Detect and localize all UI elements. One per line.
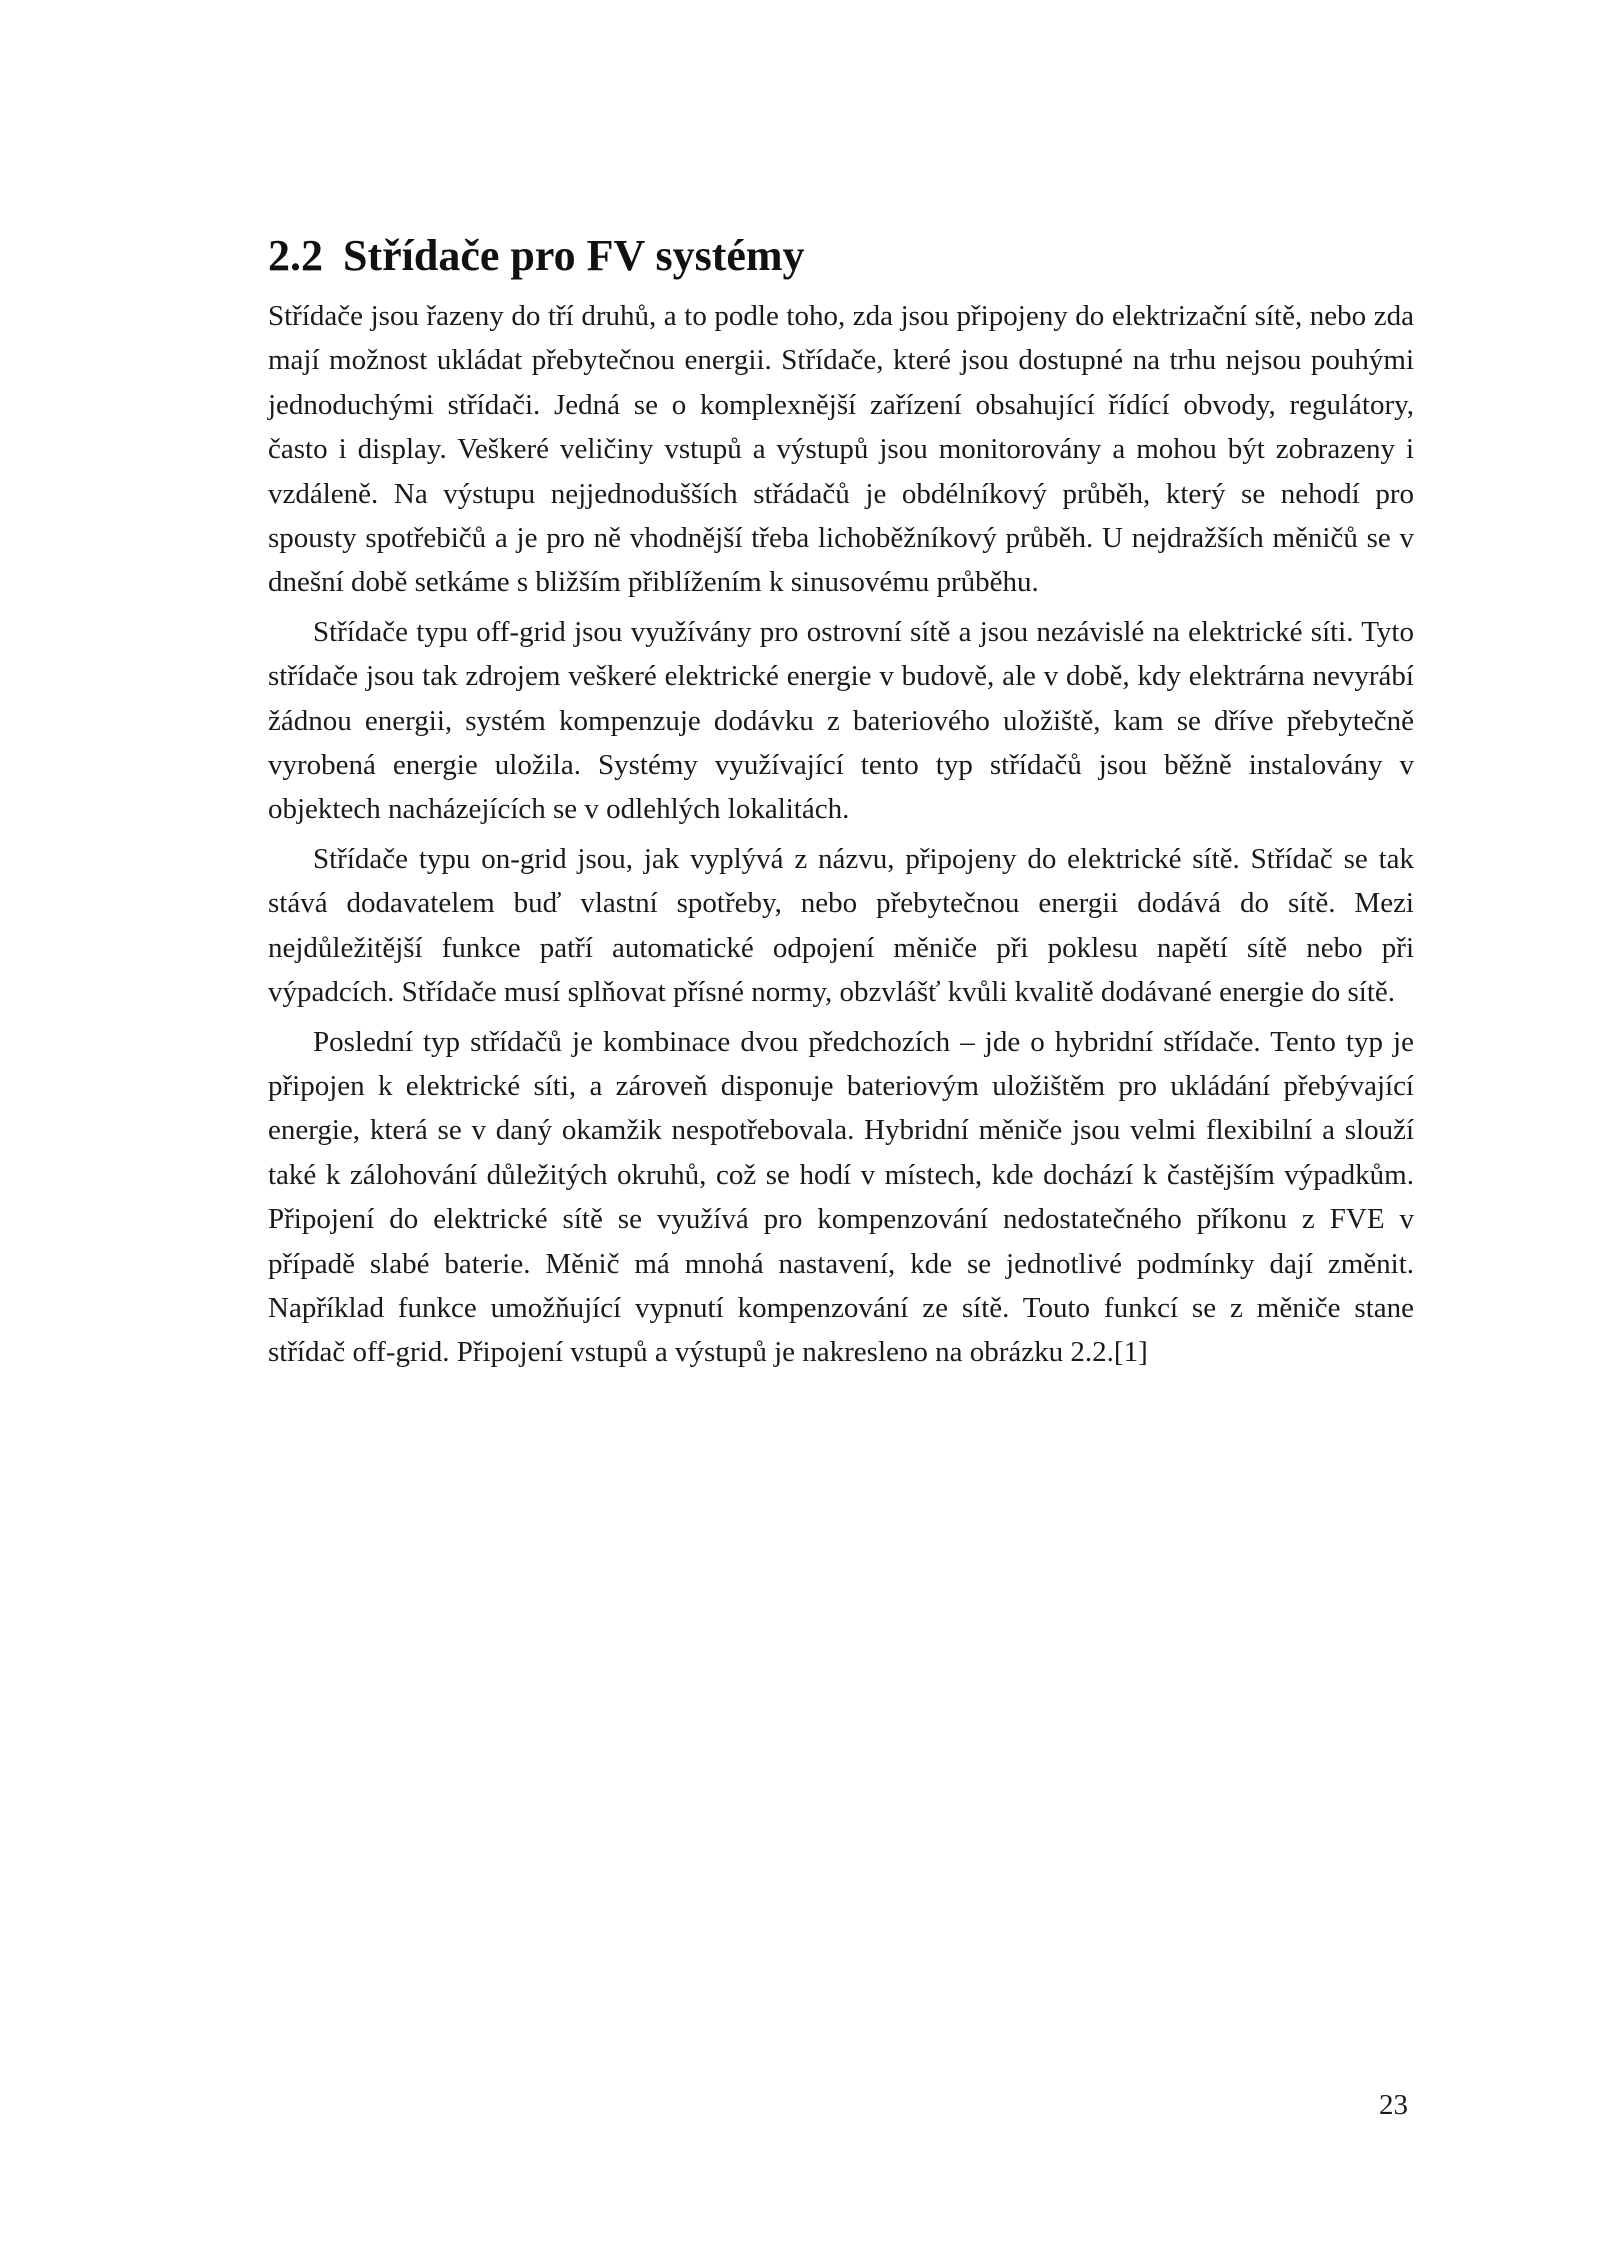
paragraph-off-grid: Střídače typu off-grid jsou využívány pro ostrovní sítě a jsou nezávislé na elektrické síti. Tyto střídače jsou tak zdrojem veškeré elektrické energie v budově, ale v době, kdy elektrárna nevyrábí žádnou energii, systém kompenzuje dodávku z bateriového uložiště, kam se dříve přebytečně vyrobená energie uložila. Systémy využívající tento typ střídačů jsou běžně instalovány v objektech nacházejících se v odlehlých lokalitách.	[268, 615, 1414, 826]
section-number: 2.2	[268, 231, 323, 280]
section-title: Střídače pro FV systémy	[343, 231, 805, 280]
paragraph-hybrid: Poslední typ střídačů je kombinace dvou předchozích – jde o hybridní střídače. Tento typ je připojen k elektrické síti, a zároveň disponuje bateriovým uložištěm pro ukládání přebývající energie, která se v daný okamžik nespotřebovala. Hybridní měniče jsou velmi flexibilní a slouží také k zálohování důležitých okruhů, což se hodí v místech, kde dochází k častějším výpadkům. Připojení do elektrické sítě se využívá pro kompenzování nedostatečného příkonu z FVE v případě slabé baterie. Měnič má mnohá nastavení, kde se jednotlivé podmínky dají změnit. Například funkce umožňující vypnutí kompenzování ze sítě. Touto funkcí se z měniče stane střídač off-grid. Připojení vstupů a výstupů je nakresleno na obrázku 2.2.[1]	[268, 1025, 1414, 1369]
page-number: 23	[1379, 2089, 1408, 2121]
paragraph-on-grid: Střídače typu on-grid jsou, jak vyplývá z názvu, připojeny do elektrické sítě. Střídač se tak stává dodavatelem buď vlastní spotřeby, nebo přebytečnou energii dodává do sítě. Mezi nejdůležitější funkce patří automatické odpojení měniče při poklesu napětí sítě nebo při výpadcích. Střídače musí splňovat přísné normy, obzvlášť kvůli kvalitě dodávané energie do sítě.	[268, 842, 1414, 1009]
section-heading	[268, 228, 805, 284]
body-text	[268, 294, 1414, 1375]
paragraph-intro: Střídače jsou řazeny do tří druhů, a to podle toho, zda jsou připojeny do elektrizační sítě, nebo zda mají možnost ukládat přebytečnou energii. Střídače, které jsou dostupné na trhu nejsou pouhými jednoduchými střídači. Jedná se o komplexnější zařízení obsahující řídící obvody, regulátory, často i display. Veškeré veličiny vstupů a výstupů jsou monitorovány a mohou být zobrazeny i vzdáleně. Na výstupu nejjednodušších střádačů je obdélníkový průběh, který se nehodí pro spousty spotřebičů a je pro ně vhodnější třeba lichoběžníkový průběh. U nejdražších měničů se v dnešní době setkáme s bližším přiblížením k sinusovému průběhu.	[268, 300, 1414, 599]
